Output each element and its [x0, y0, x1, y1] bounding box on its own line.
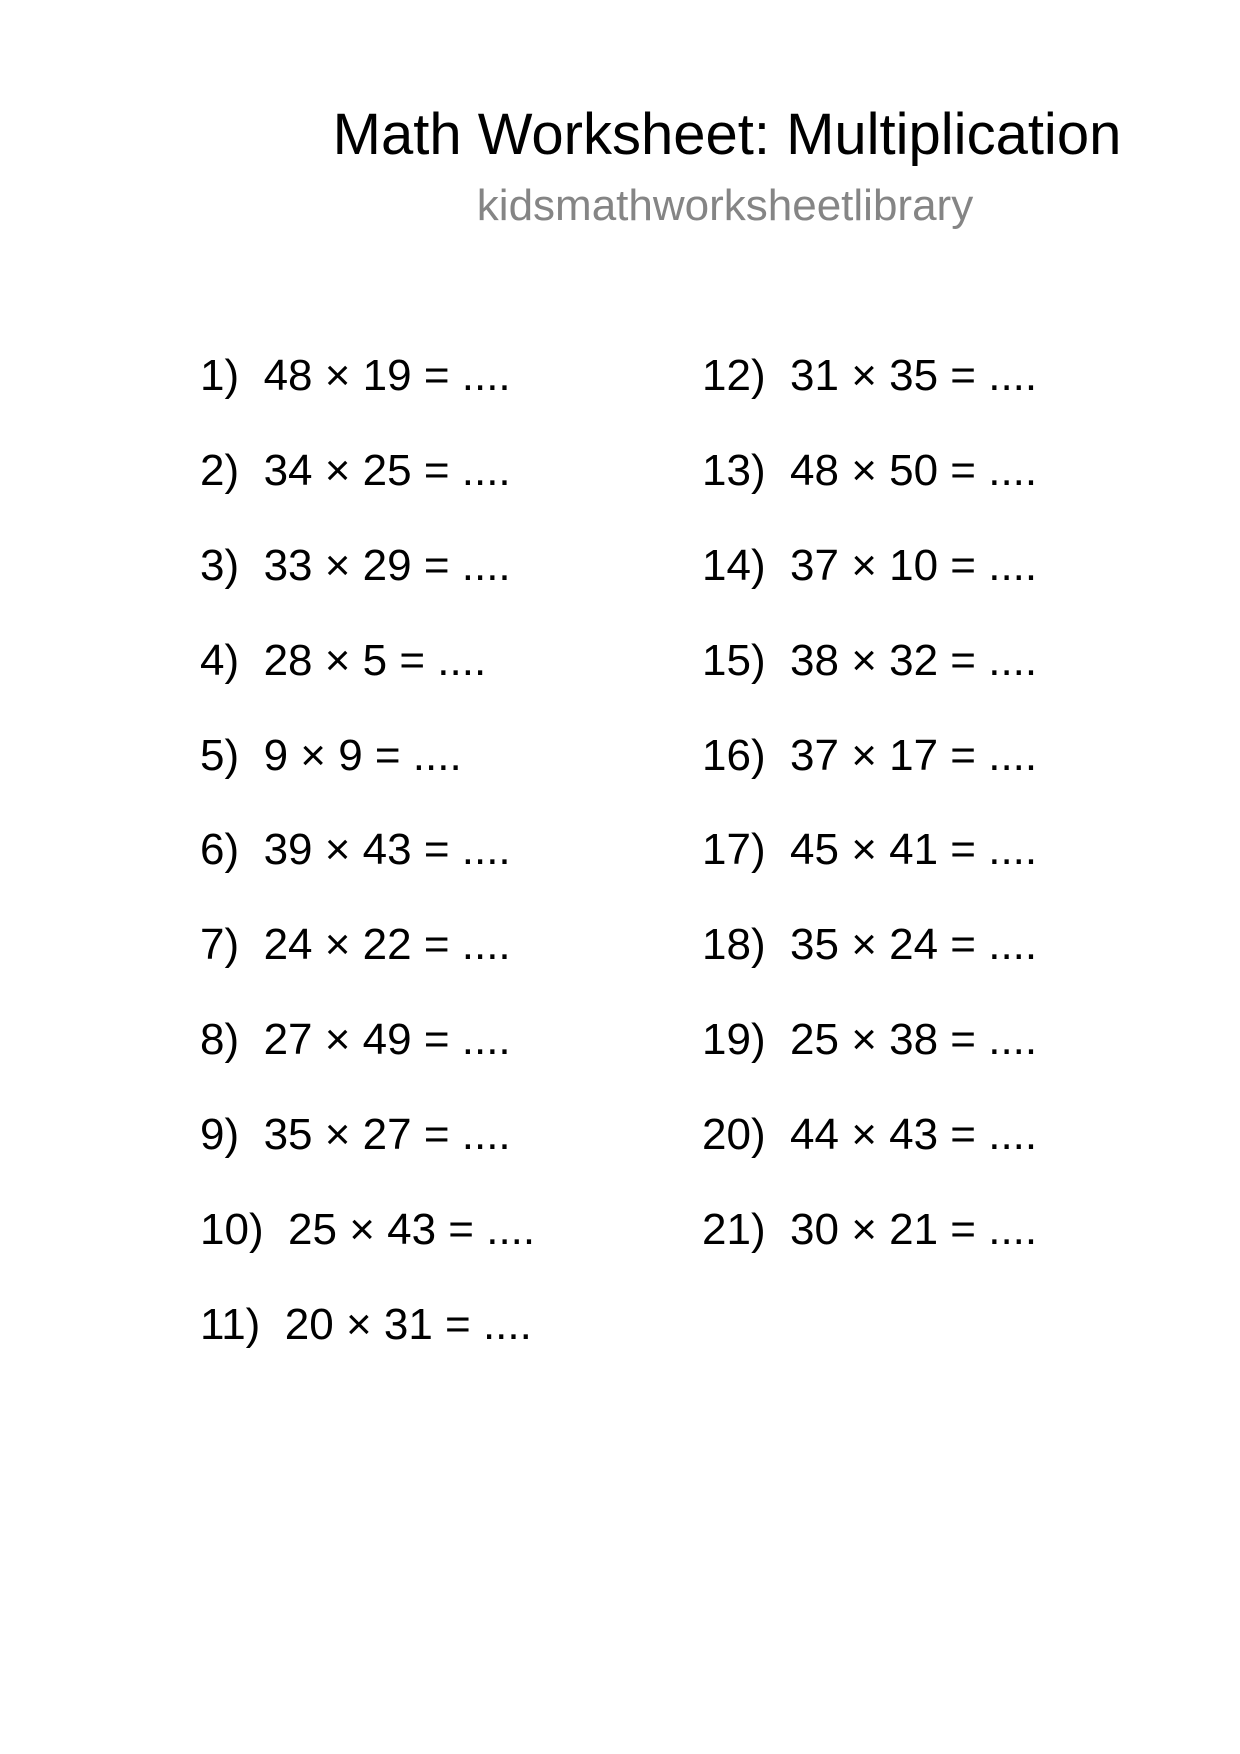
problem-item: [702, 1088, 1037, 1183]
problem-number: 19): [702, 1015, 766, 1065]
problem-expression: 24 × 22 = ....: [263, 920, 511, 970]
problem-number: 17): [702, 825, 766, 875]
problem-expression: 45 × 41 = ....: [790, 825, 1038, 875]
problem-item: [200, 1183, 535, 1278]
problem-number: 21): [702, 1205, 766, 1255]
problem-expression: 44 × 43 = ....: [790, 1110, 1038, 1160]
problem-expression: 34 × 25 = ....: [263, 445, 511, 495]
problem-expression: 20 × 31 = ....: [284, 1299, 532, 1349]
problem-number: 13): [702, 445, 766, 495]
problem-expression: 38 × 32 = ....: [790, 635, 1038, 685]
problem-item: [702, 803, 1037, 898]
problem-expression: 48 × 50 = ....: [790, 445, 1038, 495]
problem-item: [200, 519, 535, 614]
problem-item: [200, 993, 535, 1088]
problem-item: [200, 1278, 535, 1373]
problem-expression: 48 × 19 = ....: [263, 351, 511, 400]
problem-number: 20): [702, 1110, 766, 1160]
problem-item: [200, 709, 535, 804]
problem-item: [200, 329, 535, 424]
problem-expression: 9 × 9 = ....: [263, 730, 462, 780]
problem-number: 14): [702, 540, 766, 590]
problem-expression: 37 × 10 = ....: [790, 540, 1038, 590]
problem-number: 11): [200, 1299, 261, 1349]
problem-expression: 25 × 43 = ....: [288, 1205, 536, 1255]
problem-item: [702, 898, 1037, 993]
problem-column-right: [702, 329, 1037, 1278]
problem-item: [702, 424, 1037, 519]
problem-number: 8): [200, 1015, 240, 1065]
problem-expression: 25 × 38 = ....: [790, 1015, 1038, 1065]
problem-expression: 28 × 5 = ....: [263, 635, 487, 685]
problem-item: [702, 614, 1037, 709]
problem-number: 1): [200, 351, 240, 400]
problem-item: [702, 519, 1037, 614]
problem-expression: 35 × 27 = ....: [263, 1110, 511, 1160]
worksheet-title: Math Worksheet: Multiplication: [332, 102, 1122, 167]
problem-item: [702, 993, 1037, 1088]
problem-item: [702, 329, 1037, 424]
problem-number: 10): [200, 1205, 264, 1255]
problem-item: [200, 614, 535, 709]
problem-number: 6): [200, 825, 240, 875]
problem-expression: 33 × 29 = ....: [263, 540, 511, 590]
problem-number: 7): [200, 920, 240, 970]
problem-item: [702, 1183, 1037, 1278]
problem-expression: 27 × 49 = ....: [263, 1015, 511, 1065]
problem-expression: 30 × 21 = ....: [790, 1205, 1038, 1255]
problem-number: 3): [200, 540, 240, 590]
problem-column-left: [200, 329, 535, 1373]
problem-number: 4): [200, 635, 240, 685]
problem-item: [200, 898, 535, 993]
problem-number: 5): [200, 730, 240, 780]
problem-expression: 39 × 43 = ....: [263, 825, 511, 875]
problem-expression: 31 × 35 = ....: [790, 351, 1038, 400]
problem-number: 2): [200, 445, 240, 495]
problem-expression: 35 × 24 = ....: [790, 920, 1038, 970]
problem-number: 16): [702, 730, 766, 780]
problem-number: 9): [200, 1110, 240, 1160]
problem-number: 15): [702, 635, 766, 685]
problem-number: 12): [702, 351, 766, 400]
problem-item: [200, 1088, 535, 1183]
problem-item: [702, 709, 1037, 804]
problem-number: 18): [702, 920, 766, 970]
problem-expression: 37 × 17 = ....: [790, 730, 1038, 780]
problem-item: [200, 424, 535, 519]
worksheet-source: kidsmathworksheetlibrary: [476, 181, 974, 230]
problem-item: [200, 803, 535, 898]
